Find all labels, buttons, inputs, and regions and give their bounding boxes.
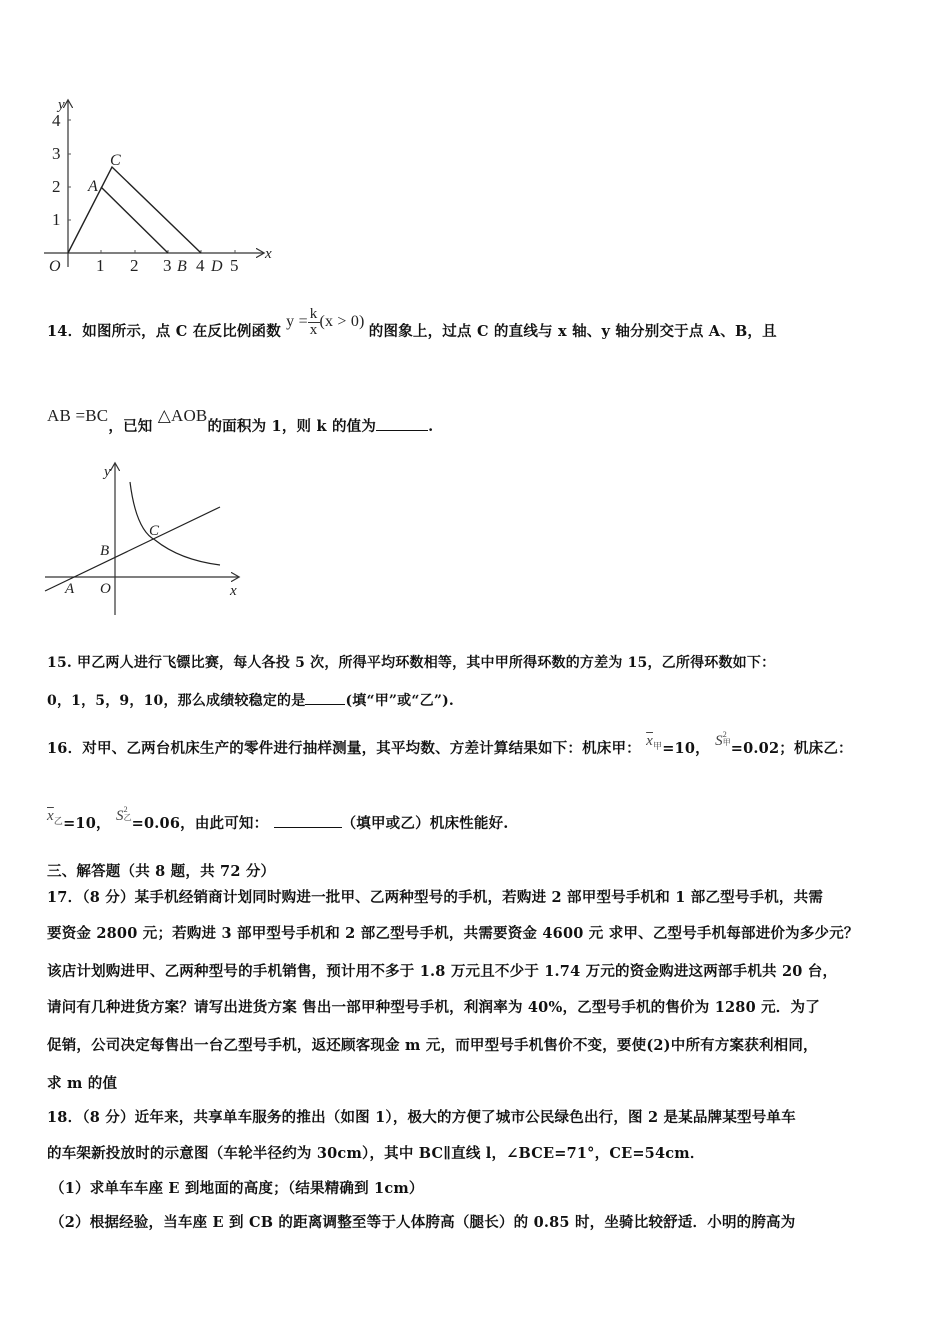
question-14-text-4: 的面积为 1，则 k 的值为 (207, 418, 377, 435)
question-14-line-1 (47, 305, 777, 352)
question-14-text-3: ，已知 (108, 418, 153, 435)
label-c: C (110, 152, 121, 169)
question-15-data: 0，1，5，9，10，那么成绩较稳定的是 (47, 693, 306, 709)
mean-symbol-jia: $\overline{x}$ (646, 733, 653, 749)
question-14-text: 如图所示，点 C 在反比例函数 (82, 323, 281, 340)
question-14-line-2 (47, 406, 434, 443)
formula-condition: (x > 0) (319, 313, 365, 330)
question-17-line: 促销，公司决定每售出一台乙型号手机，返还顾客现金 m 元，而甲型号手机售价不变，要使(2)中所有方案获利相同， (47, 1037, 818, 1054)
formula-triangle-aob: △AOB (157, 406, 208, 425)
answer-blank-15[interactable] (305, 703, 345, 705)
label-b: B (100, 543, 110, 559)
label-x-axis: x (230, 583, 237, 599)
question-16-hint: （填甲或乙）机床性能好. (341, 815, 509, 832)
variance-scripts-yi (124, 806, 132, 822)
section-3-heading: 三、解答题（共 8 题，共 72 分） (47, 863, 276, 880)
figure-2-graph (40, 460, 245, 620)
x-tick-4: 4 (196, 256, 205, 275)
question-14-period: . (428, 418, 434, 435)
question-15-line-1: 15. 甲乙两人进行飞镖比赛，每人各投 5 次，所得平均环数相等，其中甲所得环数的方差为 15，乙所得环数如下： (47, 655, 776, 671)
mean-subscript-jia: 甲 (652, 741, 663, 751)
y-tick-1: 1 (52, 210, 61, 229)
label-a: A (65, 581, 75, 597)
y-tick-4: 4 (52, 111, 61, 130)
fraction-denominator: x (309, 321, 318, 338)
variance-subscript-jia: 甲 (722, 738, 731, 747)
variance-subscript-yi: 乙 (123, 813, 132, 822)
variance-value-yi: =0.06，由此可知： (131, 815, 269, 832)
label-y-axis: y (104, 464, 111, 480)
x-tick-3: 3 (163, 256, 172, 275)
formula-ab-equals-bc: AB =BC (47, 406, 109, 425)
figure-1-graph (38, 95, 273, 275)
x-tick-1: 1 (96, 256, 105, 275)
label-y-axis: y (58, 97, 65, 113)
question-18-part-2: （2）根据经验，当车座 E 到 CB 的距离调整至等于人体胯高（腿长）的 0.85 时，坐骑比较舒适．小明的胯高为 (50, 1214, 796, 1231)
mean-symbol-yi: $\overline{x}$ (47, 808, 54, 824)
label-origin: O (100, 581, 111, 597)
question-15-hint: (填“甲”或“乙”). (345, 693, 454, 709)
x-tick-2: 2 (130, 256, 139, 275)
label-d: D (211, 258, 223, 275)
question-17-line: 求 m 的值 (47, 1075, 118, 1092)
label-c: C (149, 523, 160, 539)
question-15-line-2 (47, 690, 454, 710)
question-16-line-2 (47, 805, 509, 833)
question-18-line: 18．（8 分）近年来，共享单车服务的推出（如图 1），极大的方便了城市公民绿色出行，图 2 是某品牌某型号单车 (47, 1109, 796, 1126)
fraction-numerator: k (309, 305, 318, 322)
mean-value-yi: =10， (63, 815, 111, 832)
y-tick-3: 3 (52, 144, 61, 163)
question-17-line: 要资金 2800 元；若购进 3 部甲型号手机和 2 部乙型号手机，共需要资金 4600 元 求甲、乙型号手机每部进价为多少元？ (47, 925, 859, 942)
variance-value-jia: =0.02；机床乙： (730, 740, 853, 757)
question-14-number: 14． (47, 323, 83, 340)
mean-value-jia: =10， (662, 740, 710, 757)
answer-blank-16[interactable] (274, 826, 342, 828)
question-18-part-1: （1）求单车车座 E 到地面的高度；（结果精确到 1cm） (50, 1180, 424, 1197)
formula-lhs: y = (286, 313, 308, 330)
y-tick-2: 2 (52, 177, 61, 196)
mean-subscript-yi: 乙 (53, 816, 64, 826)
variance-symbol-yi: S (115, 808, 124, 824)
variance-scripts-jia (723, 731, 731, 747)
variance-superscript: 2 (722, 730, 727, 739)
question-16-line-1 (47, 730, 853, 758)
label-x-axis: x (265, 246, 272, 262)
question-17-line: 请问有几种进货方案？请写出进货方案 售出一部甲种型号手机，利润率为 40%，乙型号手机的售价为 1280 元．为了 (47, 999, 820, 1016)
variance-symbol-jia: S (715, 733, 723, 749)
question-17-line: 17．（8 分）某手机经销商计划同时购进一批甲、乙两种型号的手机，若购进 2 部甲型号手机和 1 部乙型号手机，共需 (47, 889, 824, 906)
inverse-function-formula (286, 305, 369, 338)
label-origin: O (49, 258, 61, 275)
question-14-text-2: 的图象上，过点 C 的直线与 x 轴、y 轴分别交于点 A、B，且 (368, 323, 777, 340)
variance-superscript: 2 (123, 805, 128, 814)
question-16-text: 16．对甲、乙两台机床生产的零件进行抽样测量，其平均数、方差计算结果如下：机床甲： (47, 740, 641, 757)
label-a: A (88, 178, 98, 195)
label-b: B (177, 258, 187, 275)
x-tick-5: 5 (230, 256, 239, 275)
question-17-line: 该店计划购进甲、乙两种型号的手机销售，预计用不多于 1.8 万元且不少于 1.74 万元的资金购进这两部手机共 20 台， (47, 963, 838, 980)
answer-blank-14[interactable] (376, 429, 428, 431)
fraction-k-over-x (308, 307, 320, 338)
question-18-line: 的车架新投放时的示意图（车轮半径约为 30cm），其中 BC∥直线 l，∠BCE=71°，CE=54cm． (47, 1145, 705, 1162)
